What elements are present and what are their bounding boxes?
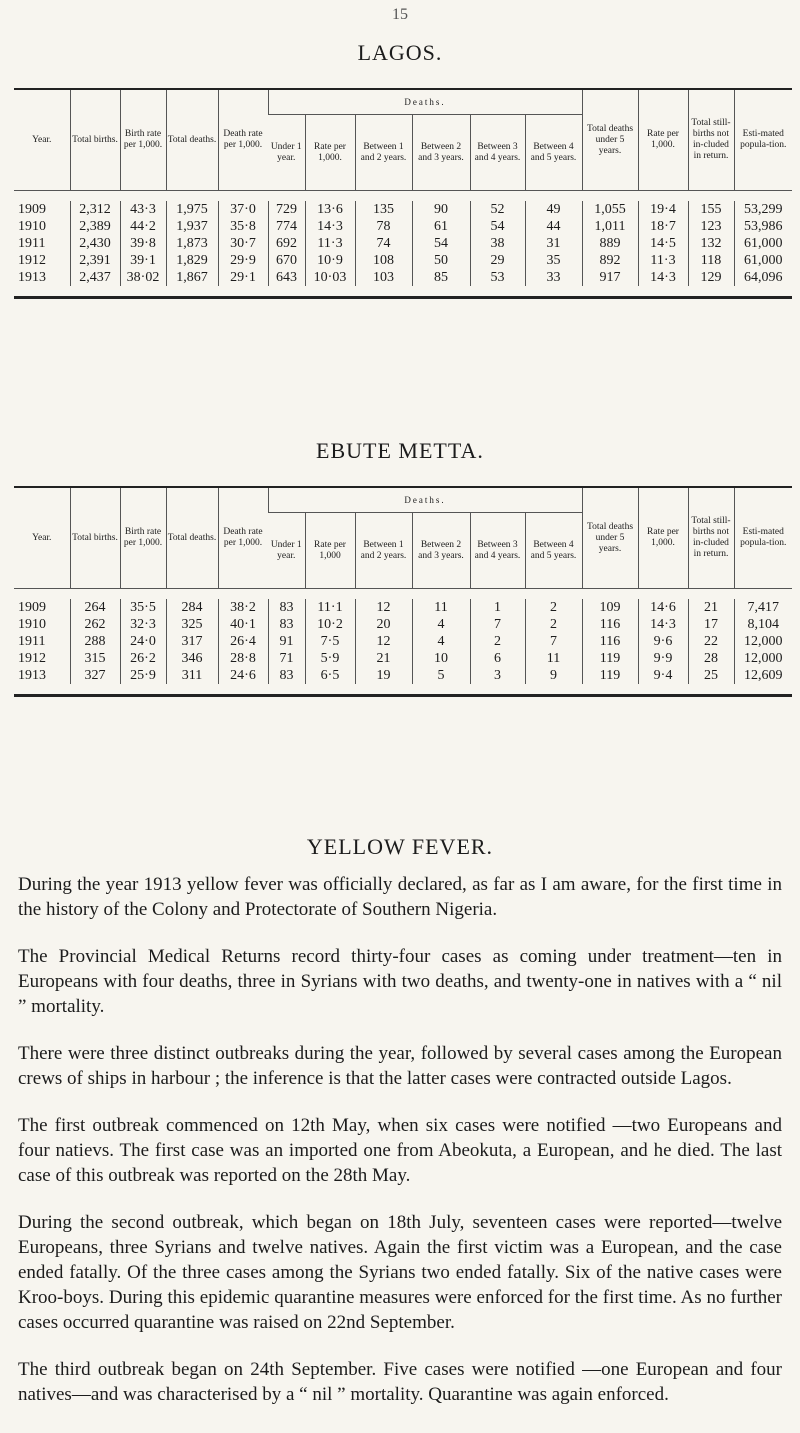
table-cell: 6·5 xyxy=(305,667,355,684)
table-cell: 53,299 xyxy=(734,201,792,218)
table-cell: 52 xyxy=(470,201,525,218)
paragraph: There were three distinct outbreaks during the year, followed by several cases among the European crews of ships in harbour ; the inference is that the latter cases were contracted outside Lagos. xyxy=(18,1043,782,1089)
header-between-4-5: Between 4 and 5 years. xyxy=(525,513,582,589)
table-row xyxy=(14,667,792,684)
table-cell: 119 xyxy=(582,667,638,684)
table-cell: 14·3 xyxy=(305,218,355,235)
header-between-1-2: Between 1 and 2 years. xyxy=(355,513,412,589)
table-row xyxy=(14,252,792,269)
table-cell: 38·02 xyxy=(120,269,166,286)
header-death-rate: Death rate per 1,000. xyxy=(218,89,268,191)
table-cell: 1912 xyxy=(18,252,46,268)
table-cell: 64,096 xyxy=(734,269,792,286)
lagos-title: LAGOS. xyxy=(357,40,443,65)
table-cell: 54 xyxy=(412,235,470,252)
table-cell: 1,873 xyxy=(166,235,218,252)
table-cell: 61,000 xyxy=(734,252,792,269)
table-cell: 22 xyxy=(688,633,734,650)
header-deaths-under-5: Total deaths under 5 years. xyxy=(582,487,638,589)
table-cell: 44·2 xyxy=(120,218,166,235)
yellow-fever-title: YELLOW FEVER. xyxy=(306,834,494,859)
header-under-1: Under 1 year. xyxy=(268,513,305,589)
table-cell: 311 xyxy=(166,667,218,684)
header-stillbirths: Total still-births not in-cluded in return. xyxy=(688,487,734,589)
lagos-table-body xyxy=(14,191,792,298)
table-cell: 14·5 xyxy=(638,235,688,252)
ebute-metta-table xyxy=(14,486,792,697)
table-cell: 5·9 xyxy=(305,650,355,667)
table-cell: 10·03 xyxy=(305,269,355,286)
table-cell: 6 xyxy=(470,650,525,667)
table-cell: 1913 xyxy=(18,269,46,285)
table-cell: 26·2 xyxy=(120,650,166,667)
table-cell: 18·7 xyxy=(638,218,688,235)
table-cell: 1911 xyxy=(18,235,46,251)
table-cell: 74 xyxy=(355,235,412,252)
table-cell: 37·0 xyxy=(218,201,268,218)
table-cell: 11 xyxy=(525,650,582,667)
table-cell: 21 xyxy=(688,599,734,616)
table-cell: 43·3 xyxy=(120,201,166,218)
table-cell: 28 xyxy=(688,650,734,667)
table-cell: 54 xyxy=(470,218,525,235)
table-cell: 123 xyxy=(688,218,734,235)
table-cell: 83 xyxy=(268,599,305,616)
table-cell: 11·1 xyxy=(305,599,355,616)
table-cell: 9·6 xyxy=(638,633,688,650)
table-cell: 12,000 xyxy=(734,650,792,667)
table-cell: 119 xyxy=(582,650,638,667)
table-cell: 7 xyxy=(470,616,525,633)
header-between-2-3: Between 2 and 3 years. xyxy=(412,513,470,589)
table-cell: 132 xyxy=(688,235,734,252)
paragraph: During the second outbreak, which began on 18th July, seventeen cases were reported—twelve Europeans, three Syrians and twelve natives. Again the first victim was a European, and the case ended fatally. Of the three cases among the Syrians two ended fatally. Six of the native cases were Kroo-boys. During this epidemic quarantine measures were enforced for the first time. As no further cases occurred quarantine was raised on 22nd September. xyxy=(18,1212,782,1333)
header-rate-per-1000: Rate per 1,000. xyxy=(638,89,688,191)
table-cell: 13·6 xyxy=(305,201,355,218)
table-cell: 1,011 xyxy=(582,218,638,235)
table-cell: 670 xyxy=(268,252,305,269)
header-under-1: Under 1 year. xyxy=(268,115,305,191)
paragraph: The first outbreak commenced on 12th May, when six cases were notified —two Europeans and four natievs. The first case was an imported one from Abeokuta, a European, and he died. The last case of this outbreak was reported on the 28th May. xyxy=(18,1115,782,1186)
table-cell: 317 xyxy=(166,633,218,650)
table-cell: 2,437 xyxy=(70,269,120,286)
table-cell: 5 xyxy=(412,667,470,684)
table-row xyxy=(14,616,792,633)
header-between-3-4: Between 3 and 4 years. xyxy=(470,513,525,589)
ebute-metta-table-body xyxy=(14,589,792,696)
table-cell: 129 xyxy=(688,269,734,286)
table-cell: 1910 xyxy=(18,218,46,234)
table-cell: 917 xyxy=(582,269,638,286)
table-cell: 35 xyxy=(525,252,582,269)
table-cell: 31 xyxy=(525,235,582,252)
table-cell: 85 xyxy=(412,269,470,286)
table-cell: 1909 xyxy=(18,599,46,615)
table-cell: 1,975 xyxy=(166,201,218,218)
table-cell: 53,986 xyxy=(734,218,792,235)
table-cell: 50 xyxy=(412,252,470,269)
ebute-metta-title: EBUTE METTA. xyxy=(316,438,484,463)
table-cell: 4 xyxy=(412,616,470,633)
table-cell: 2 xyxy=(525,616,582,633)
table-cell: 14·3 xyxy=(638,269,688,286)
table-cell: 288 xyxy=(70,633,120,650)
table-cell: 49 xyxy=(525,201,582,218)
table-cell: 10·2 xyxy=(305,616,355,633)
table-cell: 25 xyxy=(688,667,734,684)
table-cell: 35·8 xyxy=(218,218,268,235)
table-cell: 30·7 xyxy=(218,235,268,252)
table-cell: 14·3 xyxy=(638,616,688,633)
ebute-metta-table-container xyxy=(14,486,792,697)
header-total-births: Total births. xyxy=(70,89,120,191)
header-between-1-2: Between 1 and 2 years. xyxy=(355,115,412,191)
table-cell: 91 xyxy=(268,633,305,650)
table-cell: 12 xyxy=(355,633,412,650)
table-cell: 29 xyxy=(470,252,525,269)
table-cell: 7·5 xyxy=(305,633,355,650)
table-cell: 2,430 xyxy=(70,235,120,252)
table-cell: 61,000 xyxy=(734,235,792,252)
table-cell: 2 xyxy=(470,633,525,650)
header-birth-rate: Birth rate per 1,000. xyxy=(120,89,166,191)
table-cell: 643 xyxy=(268,269,305,286)
table-row xyxy=(14,599,792,616)
table-cell: 24·0 xyxy=(120,633,166,650)
table-cell: 14·6 xyxy=(638,599,688,616)
table-cell: 9 xyxy=(525,667,582,684)
table-cell: 109 xyxy=(582,599,638,616)
yellow-fever-text xyxy=(18,872,782,1429)
table-cell: 1911 xyxy=(18,633,46,649)
table-cell: 889 xyxy=(582,235,638,252)
table-cell: 44 xyxy=(525,218,582,235)
table-cell: 1913 xyxy=(18,667,46,683)
table-cell: 10·9 xyxy=(305,252,355,269)
table-cell: 284 xyxy=(166,599,218,616)
table-cell: 116 xyxy=(582,616,638,633)
table-cell: 692 xyxy=(268,235,305,252)
table-cell: 315 xyxy=(70,650,120,667)
table-cell: 264 xyxy=(70,599,120,616)
lagos-table xyxy=(14,88,792,299)
table-cell: 26·4 xyxy=(218,633,268,650)
table-cell: 11·3 xyxy=(305,235,355,252)
table-cell: 25·9 xyxy=(120,667,166,684)
header-year: Year. xyxy=(14,89,70,191)
header-deaths-group: Deaths. xyxy=(268,89,582,115)
table-cell: 20 xyxy=(355,616,412,633)
header-stillbirths: Total still-births not in-cluded in return. xyxy=(688,89,734,191)
table-row xyxy=(14,650,792,667)
table-cell: 1,829 xyxy=(166,252,218,269)
table-cell: 28·8 xyxy=(218,650,268,667)
table-cell: 39·1 xyxy=(120,252,166,269)
table-cell: 35·5 xyxy=(120,599,166,616)
header-year: Year. xyxy=(14,487,70,589)
table-cell: 103 xyxy=(355,269,412,286)
table-cell: 108 xyxy=(355,252,412,269)
table-cell: 24·6 xyxy=(218,667,268,684)
table-cell: 327 xyxy=(70,667,120,684)
table-cell: 12 xyxy=(355,599,412,616)
header-total-deaths: Total deaths. xyxy=(166,89,218,191)
table-cell: 19·4 xyxy=(638,201,688,218)
header-infant-rate: Rate per 1,000 xyxy=(305,513,355,589)
table-cell: 39·8 xyxy=(120,235,166,252)
paragraph: The Provincial Medical Returns record thirty-four cases as coming under treatment—ten in Europeans with four deaths, three in Syrians with two deaths, and twenty-one in natives with a “ nil ” mortality. xyxy=(18,946,782,1017)
table-cell: 4 xyxy=(412,633,470,650)
header-total-births: Total births. xyxy=(70,487,120,589)
table-cell: 135 xyxy=(355,201,412,218)
header-infant-rate: Rate per 1,000. xyxy=(305,115,355,191)
table-cell: 29·1 xyxy=(218,269,268,286)
table-cell: 892 xyxy=(582,252,638,269)
header-birth-rate: Birth rate per 1,000. xyxy=(120,487,166,589)
lagos-table-container xyxy=(14,88,792,299)
table-cell: 262 xyxy=(70,616,120,633)
table-cell: 53 xyxy=(470,269,525,286)
header-deaths-group: Deaths. xyxy=(268,487,582,513)
header-deaths-under-5: Total deaths under 5 years. xyxy=(582,89,638,191)
table-cell: 83 xyxy=(268,616,305,633)
table-cell: 12,000 xyxy=(734,633,792,650)
paragraph: The third outbreak began on 24th September. Five cases were notified —one European and four natives—and was characterised by a “ nil ” mortality. Quarantine was again enforced. xyxy=(18,1359,782,1405)
table-cell: 7 xyxy=(525,633,582,650)
table-cell: 1 xyxy=(470,599,525,616)
table-cell: 1909 xyxy=(18,201,46,217)
table-cell: 40·1 xyxy=(218,616,268,633)
header-death-rate: Death rate per 1,000. xyxy=(218,487,268,589)
table-cell: 61 xyxy=(412,218,470,235)
table-row xyxy=(14,269,792,286)
table-cell: 38 xyxy=(470,235,525,252)
table-cell: 78 xyxy=(355,218,412,235)
table-cell: 21 xyxy=(355,650,412,667)
table-cell: 2 xyxy=(525,599,582,616)
table-cell: 9·4 xyxy=(638,667,688,684)
table-cell: 774 xyxy=(268,218,305,235)
table-row xyxy=(14,235,792,252)
header-population: Esti-mated popula-tion. xyxy=(734,89,792,191)
table-cell: 2,312 xyxy=(70,201,120,218)
table-cell: 2,389 xyxy=(70,218,120,235)
table-row xyxy=(14,633,792,650)
table-cell: 11 xyxy=(412,599,470,616)
table-cell: 346 xyxy=(166,650,218,667)
table-cell: 1910 xyxy=(18,616,46,632)
header-total-deaths: Total deaths. xyxy=(166,487,218,589)
table-cell: 1912 xyxy=(18,650,46,666)
table-cell: 29·9 xyxy=(218,252,268,269)
header-between-3-4: Between 3 and 4 years. xyxy=(470,115,525,191)
table-cell: 83 xyxy=(268,667,305,684)
header-between-2-3: Between 2 and 3 years. xyxy=(412,115,470,191)
table-cell: 2,391 xyxy=(70,252,120,269)
table-cell: 71 xyxy=(268,650,305,667)
paragraph: During the year 1913 yellow fever was officially declared, as far as I am aware, for the first time in the history of the Colony and Protectorate of Southern Nigeria. xyxy=(18,874,782,920)
table-cell: 33 xyxy=(525,269,582,286)
table-cell: 3 xyxy=(470,667,525,684)
table-row xyxy=(14,201,792,218)
header-rate-per-1000: Rate per 1,000. xyxy=(638,487,688,589)
table-cell: 38·2 xyxy=(218,599,268,616)
table-cell: 155 xyxy=(688,201,734,218)
table-cell: 8,104 xyxy=(734,616,792,633)
table-cell: 10 xyxy=(412,650,470,667)
table-cell: 7,417 xyxy=(734,599,792,616)
table-cell: 11·3 xyxy=(638,252,688,269)
table-row xyxy=(14,218,792,235)
table-cell: 12,609 xyxy=(734,667,792,684)
page-number: 15 xyxy=(392,6,408,23)
table-cell: 325 xyxy=(166,616,218,633)
table-cell: 116 xyxy=(582,633,638,650)
table-cell: 1,937 xyxy=(166,218,218,235)
table-cell: 1,055 xyxy=(582,201,638,218)
header-population: Esti-mated popula-tion. xyxy=(734,487,792,589)
header-between-4-5: Between 4 and 5 years. xyxy=(525,115,582,191)
table-cell: 17 xyxy=(688,616,734,633)
table-cell: 19 xyxy=(355,667,412,684)
table-cell: 118 xyxy=(688,252,734,269)
table-cell: 1,867 xyxy=(166,269,218,286)
table-cell: 9·9 xyxy=(638,650,688,667)
table-cell: 32·3 xyxy=(120,616,166,633)
table-cell: 90 xyxy=(412,201,470,218)
table-cell: 729 xyxy=(268,201,305,218)
